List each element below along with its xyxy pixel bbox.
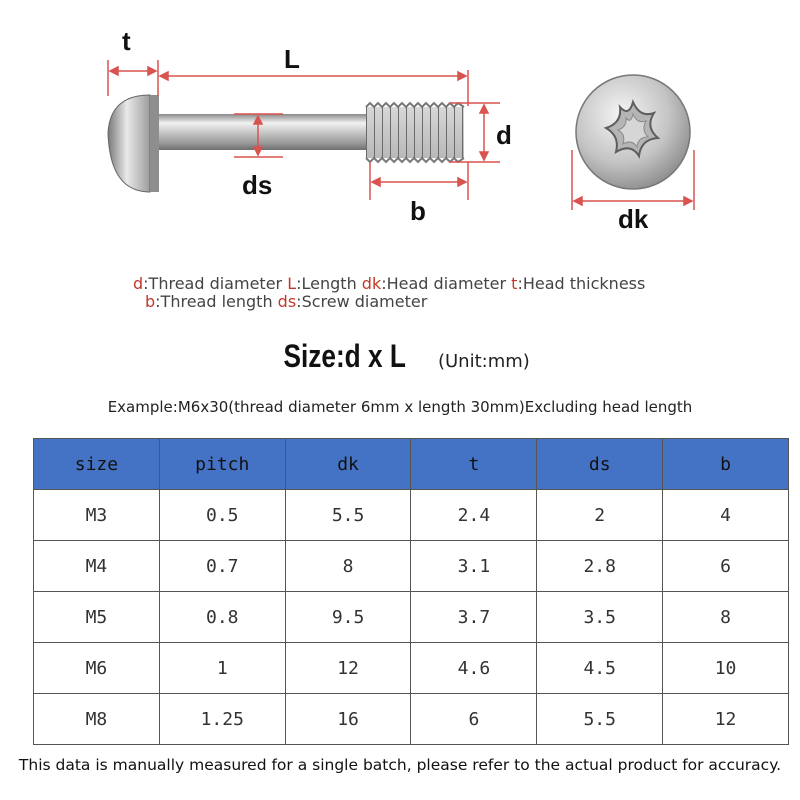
size-formula: Size:d x L (283, 338, 407, 374)
table-cell: 3.7 (411, 592, 537, 643)
screw-head-side (108, 95, 159, 192)
table-cell: 4.5 (537, 643, 663, 694)
screw-head-top (576, 75, 690, 189)
column-header-size: size (34, 439, 160, 490)
legend-key-d: d (133, 274, 144, 293)
legend-desc: :Head thickness (517, 274, 646, 293)
table-cell: M4 (34, 541, 160, 592)
table-cell: 4.6 (411, 643, 537, 694)
table-cell: 8 (285, 541, 411, 592)
example-text: Example:M6x30(thread diameter 6mm x length 30mm)Excluding head length (107, 398, 693, 416)
table-cell: M5 (34, 592, 160, 643)
label-t: t (122, 26, 131, 56)
table-cell: 8 (663, 592, 789, 643)
footer-note: This data is manually measured for a single batch, please refer to the actual product for accuracy. (18, 756, 782, 774)
table-cell: 5.5 (537, 694, 663, 745)
table-cell: M6 (34, 643, 160, 694)
column-header-t: t (411, 439, 537, 490)
legend-key-ds: ds (277, 292, 297, 311)
table-cell: 5.5 (285, 490, 411, 541)
table-row (34, 490, 789, 541)
table-cell: 16 (285, 694, 411, 745)
table-cell: 2 (537, 490, 663, 541)
spec-table (33, 438, 789, 745)
table-cell: 1 (159, 643, 285, 694)
legend-desc: :Thread diameter (143, 274, 288, 293)
label-dk: dk (618, 204, 649, 234)
legend-desc: :Screw diameter (296, 292, 428, 311)
table-cell: 10 (663, 643, 789, 694)
screw-shank (159, 114, 369, 150)
table-header-row (34, 439, 789, 490)
label-b: b (410, 196, 426, 226)
legend-desc: :Head diameter (381, 274, 512, 293)
table-cell: 0.5 (159, 490, 285, 541)
table-cell: M8 (34, 694, 160, 745)
table-cell: 3.1 (411, 541, 537, 592)
column-header-pitch: pitch (159, 439, 285, 490)
table-cell: 1.25 (159, 694, 285, 745)
table-row (34, 541, 789, 592)
label-d: d (496, 120, 512, 150)
column-header-b: b (663, 439, 789, 490)
legend-line-1 (133, 274, 645, 293)
legend-key-dk: dk (361, 274, 382, 293)
table-cell: 2.4 (411, 490, 537, 541)
size-title (0, 338, 800, 375)
table-cell: 3.5 (537, 592, 663, 643)
column-header-dk: dk (285, 439, 411, 490)
table-cell: 2.8 (537, 541, 663, 592)
legend-key-l: L (287, 274, 297, 293)
screw-thread (366, 103, 464, 162)
screw-diagram (0, 0, 800, 260)
column-header-ds: ds (537, 439, 663, 490)
table-cell: 12 (285, 643, 411, 694)
table-cell: 0.8 (159, 592, 285, 643)
legend-desc: :Length (296, 274, 362, 293)
unit-label: (Unit:mm) (437, 351, 530, 372)
legend-key-t: t (511, 274, 518, 293)
table-cell: 6 (663, 541, 789, 592)
label-L: L (284, 44, 300, 74)
legend-desc: :Thread length (155, 292, 278, 311)
legend-line-2 (145, 292, 427, 311)
legend-key-b: b (145, 292, 156, 311)
table-row (34, 643, 789, 694)
table-cell: M3 (34, 490, 160, 541)
table-cell: 0.7 (159, 541, 285, 592)
table-cell: 9.5 (285, 592, 411, 643)
table-cell: 6 (411, 694, 537, 745)
table-cell: 12 (663, 694, 789, 745)
label-ds: ds (242, 170, 273, 200)
table-row (34, 694, 789, 745)
table-row (34, 592, 789, 643)
table-cell: 4 (663, 490, 789, 541)
